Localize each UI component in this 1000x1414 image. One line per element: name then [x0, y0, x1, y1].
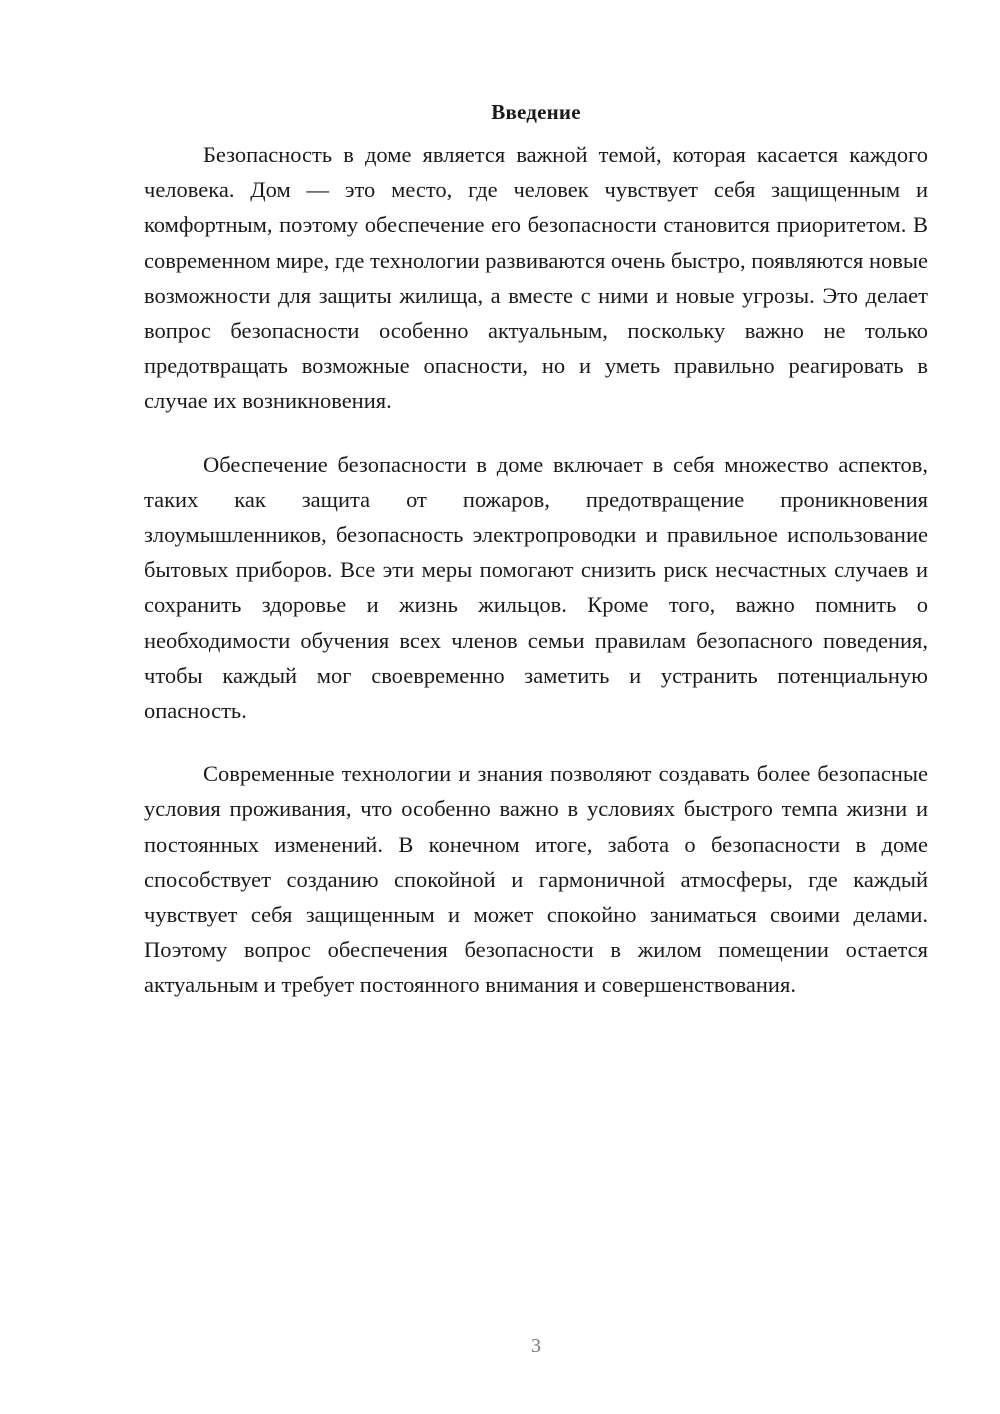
paragraph-1: Безопасность в доме является важной темой, которая касается каждого человека. Дом — это место, где человек чувствует себя защищенным и комфортным, поэтому обеспечение его безопасности становится приоритетом. В современном мире, где технологии развиваются очень быстро, появляются новые возможности для защиты жилища, а вместе с ними и новые угрозы. Это делает вопрос безопасности особенно актуальным, поскольку важно не только предотвращать возможные опасности, но и уметь правильно реагировать в случае их возникновения.: [144, 142, 928, 414]
page-content: [144, 96, 928, 1003]
paragraph-3: Современные технологии и знания позволяют создавать более безопасные условия проживания, что особенно важно в условиях быстрого темпа жизни и постоянных изменений. В конечном итоге, забота о безопасности в доме способствует созданию спокойной и гармоничной атмосферы, где каждый чувствует себя защищенным и может спокойно заниматься своими делами. Поэтому вопрос обеспечения безопасности в жилом помещении остается актуальным и требует постоянного внимания и совершенствования.: [144, 761, 928, 998]
paragraph-2: Обеспечение безопасности в доме включает в себя множество аспектов, таких как защита от пожаров, предотвращение проникновения злоумышленников, безопасность электропроводки и правильное использование бытовых приборов. Все эти меры помогают снизить риск несчастных случаев и сохранить здоровье и жизнь жильцов. Кроме того, важно помнить о необходимости обучения всех членов семьи правилам безопасного поведения, чтобы каждый мог своевременно заметить и устранить потенциальную опасность.: [144, 451, 928, 724]
section-title: Введение: [491, 100, 581, 124]
page-number: 3: [531, 1335, 541, 1357]
